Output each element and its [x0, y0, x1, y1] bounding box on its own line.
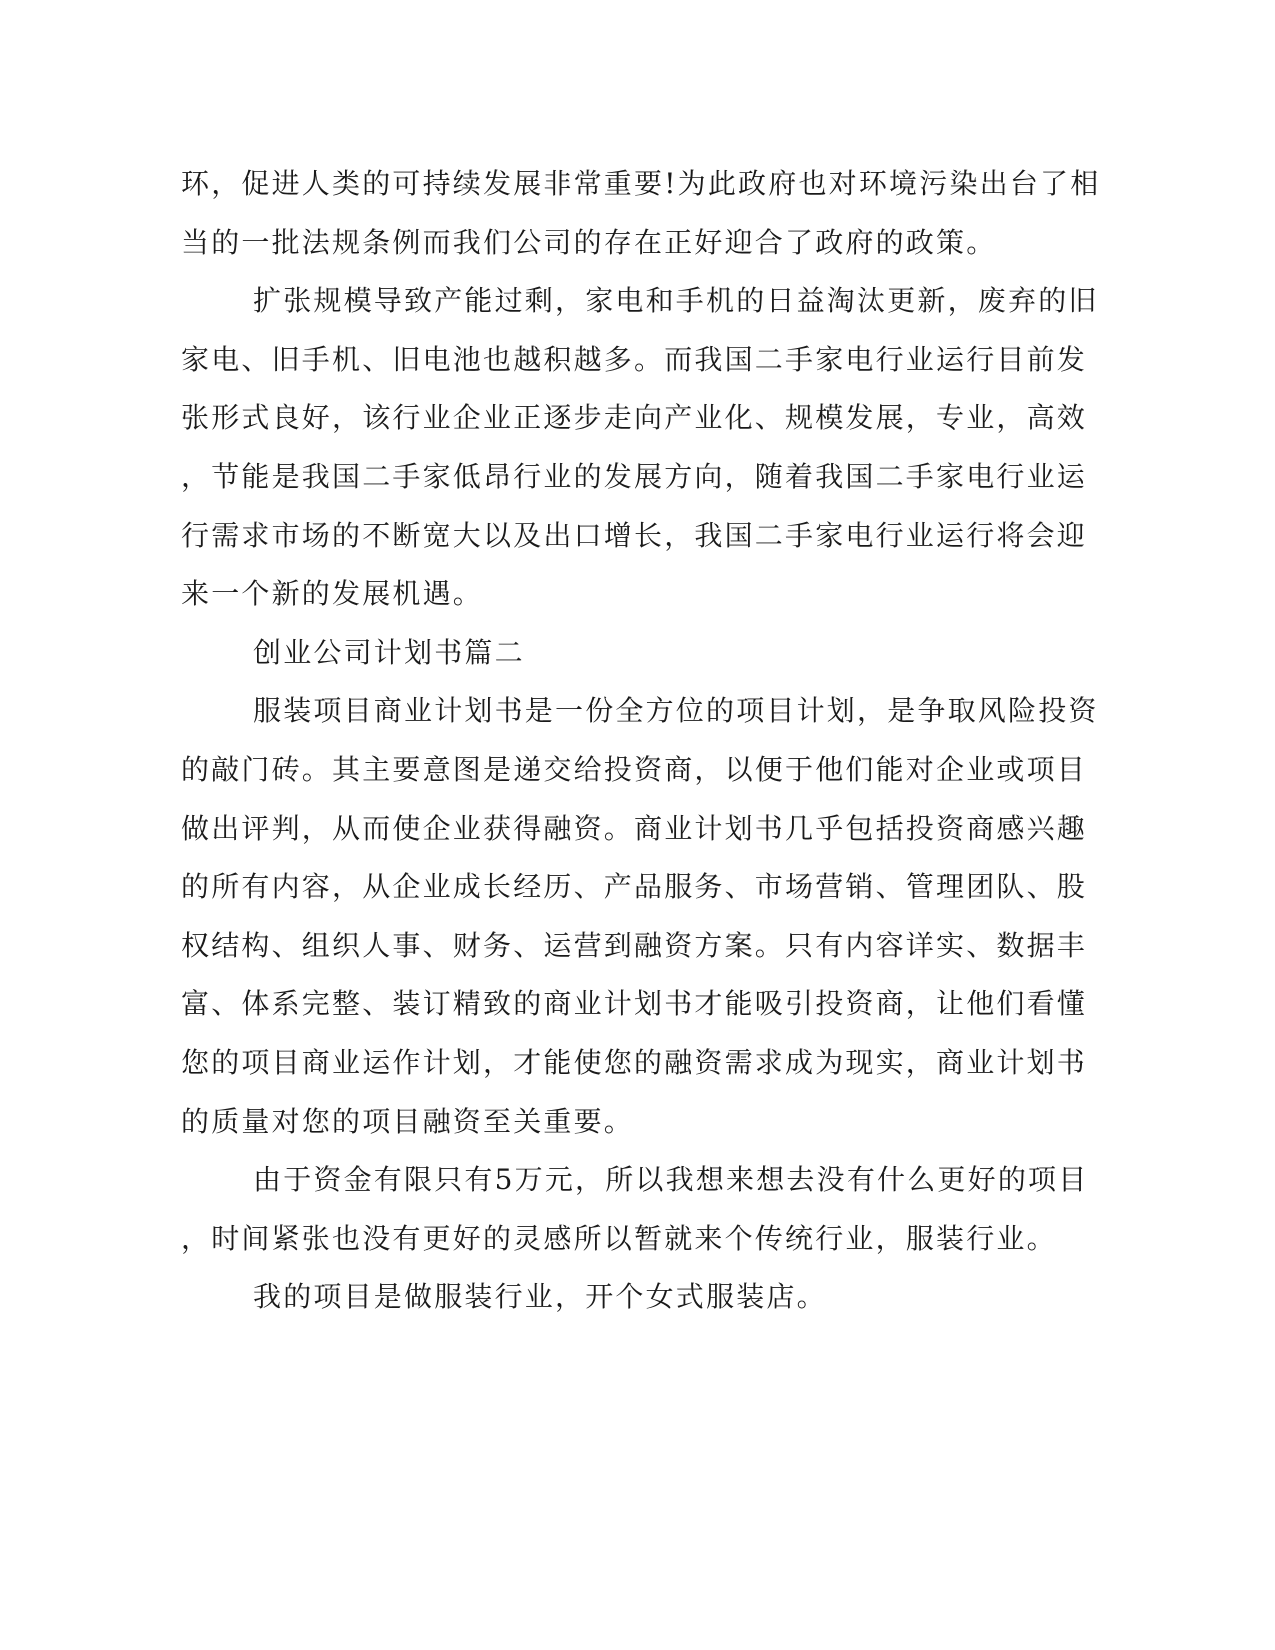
text-line: 张形式良好，该行业企业正逐步走向产业化、规模发展，专业，高效: [181, 401, 1088, 435]
text-line: 来一个新的发展机遇。: [181, 577, 484, 611]
paragraph-start-line: 扩张规模导致产能过剩，家电和手机的日益淘汰更新，废弃的旧: [253, 284, 1099, 318]
text-line: 的质量对您的项目融资至关重要。: [181, 1104, 635, 1138]
text-line: 做出评判，从而使企业获得融资。商业计划书几乎包括投资商感兴趣: [181, 811, 1088, 845]
document-body: [181, 155, 1101, 1327]
paragraph-start-line: 由于资金有限只有5万元，所以我想来想去没有什么更好的项目: [253, 1163, 1089, 1197]
section-heading: 创业公司计划书篇二: [253, 635, 525, 669]
text-line: 您的项目商业运作计划，才能使您的融资需求成为现实，商业计划书: [181, 1045, 1088, 1079]
text-line: 的所有内容，从企业成长经历、产品服务、市场营销、管理团队、股: [181, 870, 1088, 904]
text-line: ，时间紧张也没有更好的灵感所以暂就来个传统行业，服装行业。: [181, 1221, 1057, 1255]
paragraph-start-line: 服装项目商业计划书是一份全方位的项目计划，是争取风险投资: [253, 694, 1099, 728]
text-line: 权结构、组织人事、财务、运营到融资方案。只有内容详实、数据丰: [181, 928, 1088, 962]
text-line: ，节能是我国二手家低昂行业的发展方向，随着我国二手家电行业运: [181, 459, 1088, 493]
text-line: 环，促进人类的可持续发展非常重要!为此政府也对环境污染出台了相: [181, 167, 1101, 200]
paragraph-start-line: 我的项目是做服装行业，开个女式服装店。: [253, 1280, 827, 1314]
text-line: 行需求市场的不断宽大以及出口增长，我国二手家电行业运行将会迎: [181, 518, 1088, 552]
text-line: 当的一批法规条例而我们公司的存在正好迎合了政府的政策。: [181, 225, 997, 259]
text-line: 的敲门砖。其主要意图是递交给投资商，以便于他们能对企业或项目: [181, 752, 1088, 786]
text-line: 富、体系完整、装订精致的商业计划书才能吸引投资商，让他们看懂: [181, 987, 1088, 1021]
text-line: 家电、旧手机、旧电池也越积越多。而我国二手家电行业运行目前发: [181, 342, 1088, 376]
